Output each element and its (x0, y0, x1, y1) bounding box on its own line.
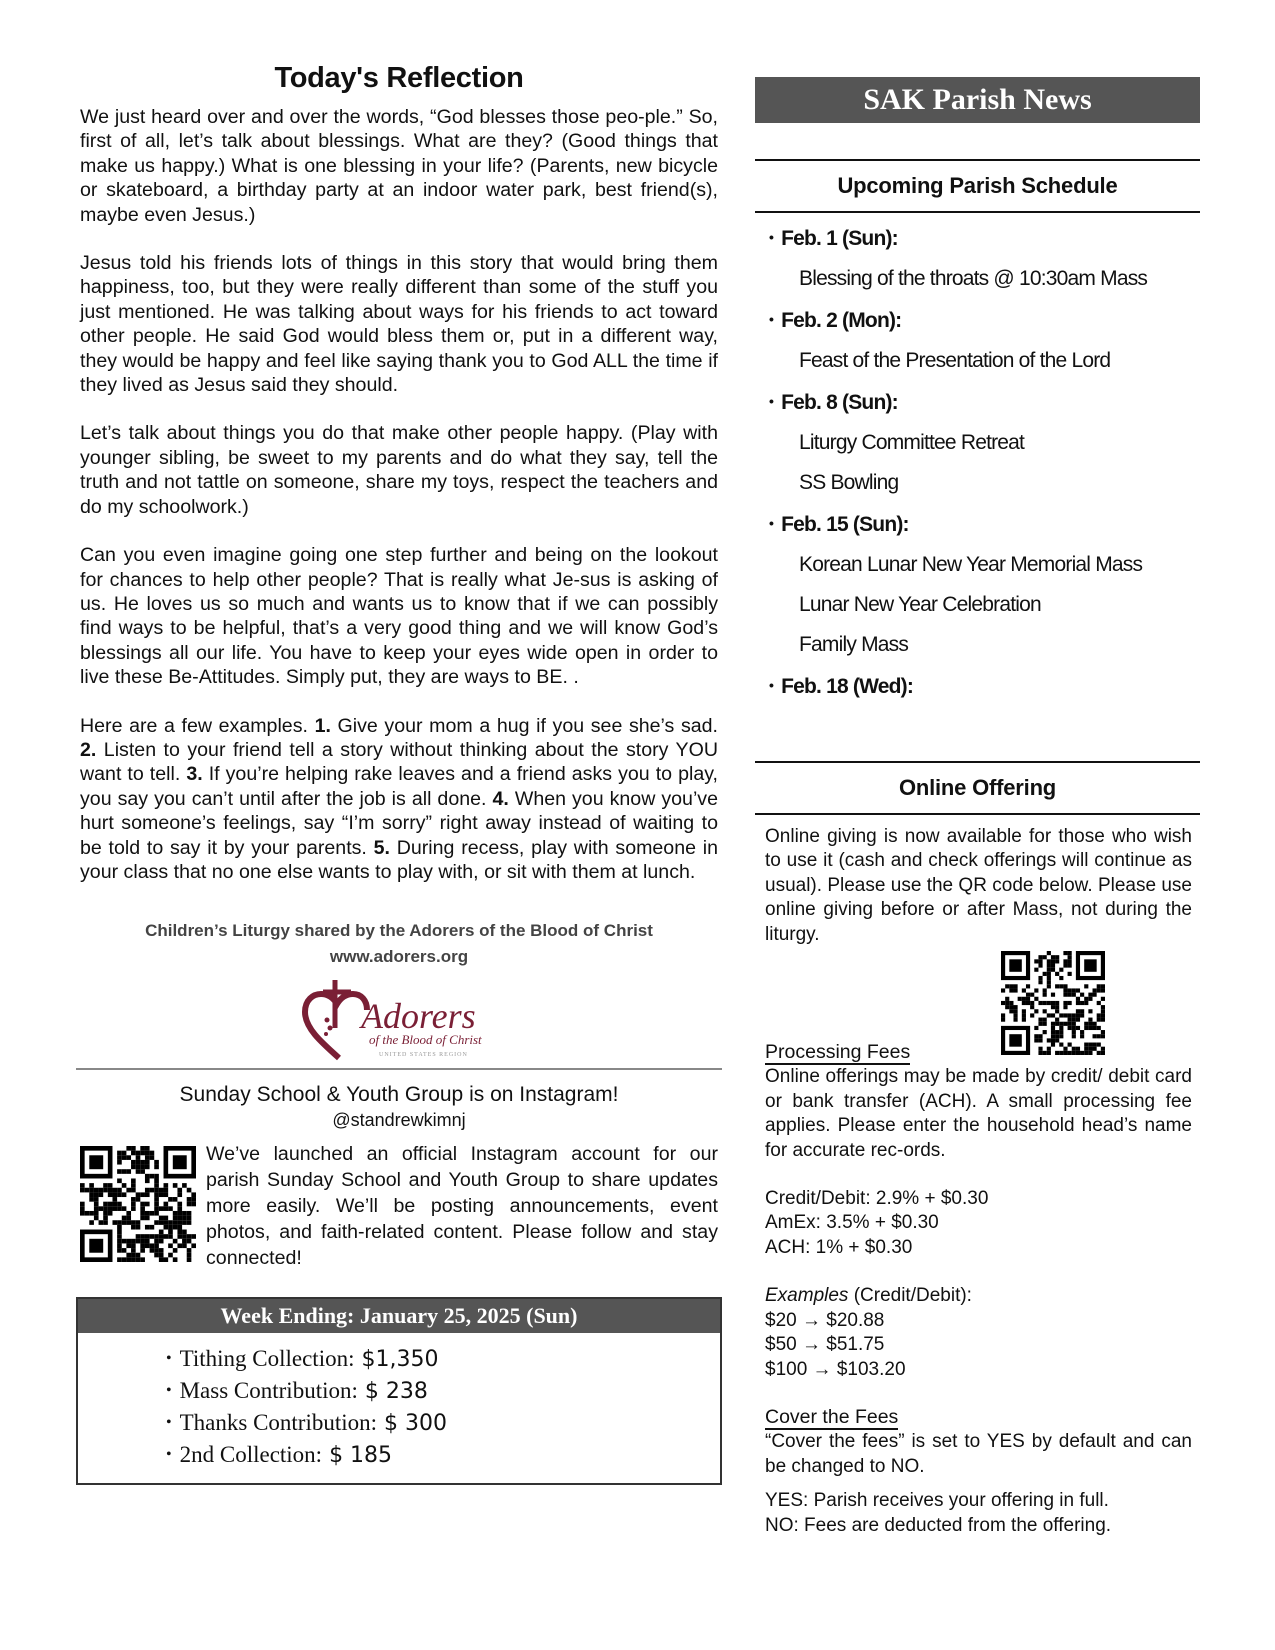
schedule-date-label: Feb. 18 (Wed): (781, 675, 914, 698)
credit-url-link[interactable]: www.adorers.org (329, 947, 469, 967)
online-offering-title: Online Offering (898, 775, 1057, 800)
schedule-date-label: Feb. 15 (Sun): (781, 513, 909, 536)
schedule-date-label: Feb. 2 (Mon): (781, 309, 902, 332)
adorers-logo (299, 976, 499, 1064)
week-ending-box (76, 1297, 722, 1485)
collection-amount: $ 238 (357, 1379, 428, 1405)
reflection-paragraph-2: Jesus told his friends lots of things in this story that would bring them happiness, too, but they were really different than some of the stuff you just mentioned. He was talking about ways for his friends to act toward other people. He said God would bless them or, put in a different way, they would be happy and feel like saying thank you to God ALL the time if they lived as Jesus said they should. (80, 252, 718, 397)
example-text-3: If you’re helping rake leaves and a friend asks you to play, you say you can’t until after the job is all done. (80, 763, 719, 810)
fee-example: $20 → $20.88 (765, 1309, 885, 1331)
online-offering-body (755, 825, 1200, 1538)
examples-label: Examples (765, 1285, 849, 1307)
schedule-event: Liturgy Committee Retreat (799, 431, 1025, 454)
schedule-date-label: Feb. 8 (Sun): (781, 391, 898, 414)
example-number-1: 1. (314, 714, 331, 737)
collection-label: 2nd Collection: (179, 1442, 323, 1468)
schedule-event: Korean Lunar New Year Memorial Mass (799, 553, 1143, 576)
logo-name: Adorers (361, 996, 476, 1037)
schedule-title: Upcoming Parish Schedule (837, 173, 1118, 198)
collection-label: Tithing Collection: (179, 1346, 355, 1372)
example-text-4: When you know you’ve hurt someone’s feelings, say “I’m sorry” right away instead of waiting to be told to say it by your parents. (80, 787, 718, 859)
bullet-icon: • (769, 311, 774, 327)
example-number-3: 3. (186, 763, 203, 786)
processing-fees-heading: Processing Fees (765, 1041, 911, 1064)
bullet-icon: • (769, 515, 774, 531)
left-column (80, 62, 718, 1485)
fee-example: $100 → $103.20 (765, 1358, 906, 1380)
fee-rate: ACH: 1% + $0.30 (765, 1236, 913, 1258)
collection-list (78, 1333, 720, 1483)
right-column (755, 77, 1200, 1538)
schedule-date (769, 299, 1200, 341)
reflection-paragraph-3: Let’s talk about things you do that make other people happy. (Play with younger sibling, be sweet to my parents and do what they say, tell the truth and not tattle on someone, share my toys, respect the teachers and do my schoolwork.) (80, 422, 718, 518)
logo-region: UNITED STATES REGION (379, 1052, 468, 1059)
schedule-date (769, 381, 1200, 423)
bullet-icon: • (166, 1382, 172, 1400)
fee-rate: AmEx: 3.5% + $0.30 (765, 1212, 939, 1234)
cover-fees-text: “Cover the fees” is set to YES by default and can be changed to NO. (765, 1431, 1192, 1477)
fee-rate: Credit/Debit: 2.9% + $0.30 (765, 1188, 989, 1210)
reflection-paragraph-4: Can you even imagine going one step further and being on the lookout for chances to help other people? That is really what Je-sus is asking of us. He loves us so much and wants us to know that if we can possibly find ways to be helpful, that’s a very good thing and we will know God’s blessings all our life. You have to keep your eyes wide open in order to live these Be-Attitudes. Simply put, they are ways to BE. . (80, 544, 718, 689)
cover-fees-heading: Cover the Fees (765, 1405, 899, 1428)
bullet-icon: • (166, 1350, 172, 1368)
schedule-date (769, 503, 1200, 545)
example-number-2: 2. (80, 738, 97, 761)
schedule-event: Family Mass (799, 633, 909, 656)
liturgy-credit (80, 918, 718, 970)
example-number-4: 4. (492, 787, 509, 810)
instagram-qr-code-icon[interactable] (80, 1146, 196, 1262)
parish-news-title: SAK Parish News (755, 77, 1200, 123)
collection-amount: $ 300 (377, 1411, 448, 1437)
schedule-date-label: Feb. 1 (Sun): (781, 227, 898, 250)
examples-heading (765, 1284, 1192, 1308)
offering-intro: Online giving is now available for those who wish to use it (cash and check offerings will continue as usual). Please use the QR code below. Please use online giving before or after Mass, not during the liturgy. (765, 826, 1192, 945)
examples-suffix: (Credit/Debit): (848, 1285, 972, 1307)
collection-item (166, 1439, 720, 1471)
schedule-event: Feast of the Presentation of the Lord (799, 349, 1111, 372)
instagram-text: We’ve launched an official Instagram account for our parish Sunday School and Youth Group to share updates more easily. We’ll be posting announcements, event photos, and faith-related content. Please follow and stay connected! (206, 1143, 718, 1269)
collection-label: Mass Contribution: (179, 1378, 358, 1404)
collection-item (166, 1375, 720, 1407)
bullet-icon: • (769, 393, 774, 409)
fee-example: $50 → $51.75 (765, 1334, 885, 1356)
reflection-title: Today's Reflection (274, 62, 524, 94)
schedule-date (769, 665, 1200, 707)
example-text-1: Give your mom a hug if you see she’s sad. (330, 714, 718, 737)
examples-intro: Here are a few examples. (80, 714, 315, 737)
schedule-event: SS Bowling (799, 471, 899, 494)
instagram-title: Sunday School & Youth Group is on Instagram! (179, 1083, 619, 1107)
offering-qr-code-icon[interactable] (1001, 951, 1105, 1055)
schedule-list (755, 213, 1200, 707)
reflection-paragraph-1: We just heard over and over the words, “God blesses those peo-ple.” So, first of all, let’s talk about blessings. What are they? (Good things that make us happy.) What is one blessing in your life? (Parents, new bicycle or skateboard, a birthday party at an indoor water park, best friend(s), maybe even Jesus.) (80, 106, 718, 226)
schedule-event: Lunar New Year Celebration (799, 593, 1041, 616)
collection-amount: $ 185 (322, 1443, 393, 1469)
bullet-icon: • (769, 677, 774, 693)
bullet-icon: • (166, 1446, 172, 1464)
cover-fees-yes: YES: Parish receives your offering in full. (765, 1490, 1109, 1512)
instagram-handle-link[interactable]: @standrewkimnj (332, 1110, 466, 1131)
bullet-icon: • (166, 1414, 172, 1432)
collection-item (166, 1407, 720, 1439)
example-text-5: During recess, play with someone in your class that no one else wants to play with, or sit with them at lunch. (80, 836, 719, 883)
collection-amount: $1,350 (354, 1347, 439, 1373)
logo-subtitle: of the Blood of Christ (369, 1032, 482, 1048)
bullet-icon: • (769, 229, 774, 245)
processing-fees-text: Online offerings may be made by credit/ debit card or bank transfer (ACH). A small processing fee applies. Please enter the household head’s name for accurate rec-ords. (765, 1066, 1192, 1161)
example-text-2: Listen to your friend tell a story without thinking about the story YOU want to tell. (80, 738, 718, 786)
rule-bottom (755, 813, 1200, 815)
example-number-5: 5. (373, 836, 390, 859)
reflection-paragraph-5 (80, 714, 718, 885)
collection-label: Thanks Contribution: (179, 1410, 378, 1436)
collection-item (166, 1343, 720, 1375)
schedule-date (769, 217, 1200, 259)
schedule-event: Blessing of the throats @ 10:30am Mass (799, 267, 1148, 290)
cover-fees-no: NO: Fees are deducted from the offering. (765, 1514, 1112, 1536)
instagram-body (80, 1142, 718, 1271)
credit-line: Children’s Liturgy shared by the Adorers of the Blood of Christ (145, 921, 653, 941)
section-divider (76, 1068, 722, 1070)
week-ending-title: Week Ending: January 25, 2025 (Sun) (78, 1299, 720, 1333)
